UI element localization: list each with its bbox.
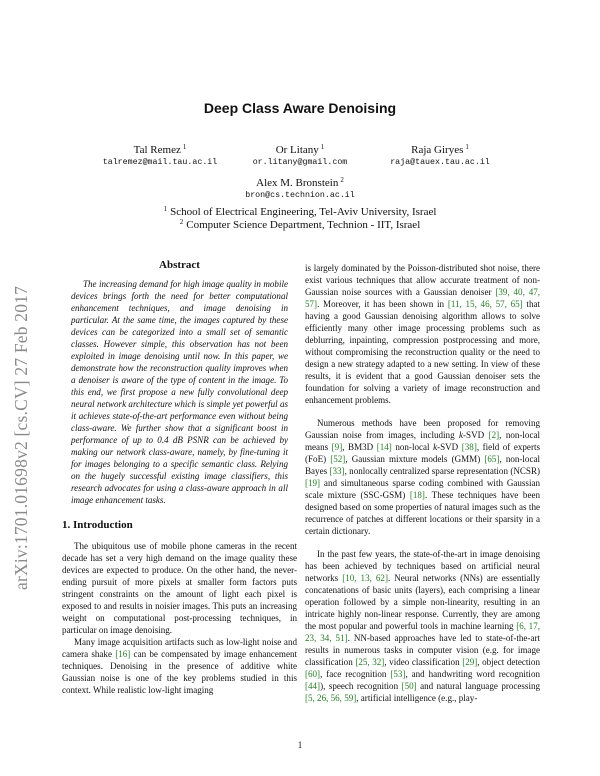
citation-link[interactable]: [53]	[390, 669, 406, 679]
citation-link[interactable]: [5, 26, 56, 59]	[305, 693, 357, 703]
affiliation: $^1$ School of Electrical Engineering, Tel-Aviv University, Israel	[163, 205, 437, 218]
citation-link[interactable]: [18]	[409, 490, 425, 500]
author-email: talremez@mail.tau.ac.il	[102, 158, 218, 167]
author-block	[370, 140, 510, 169]
citation-link[interactable]: [38]	[461, 442, 477, 452]
citation-link[interactable]: [9]	[331, 442, 343, 452]
citation-link[interactable]: [39, 40, 47, 57]	[305, 287, 541, 309]
intro-paragraph: The ubiquitous use of mobile phone cameras in the recent decade has set a very high demand on the image quality these devices are expected to produce. On the other hand, the never-ending pursuit of more pixels at smaller form factors puts stringent constraints on the amount of light each pixel is exposed to and results in noisier images. This puts an increasing weight on computational post-processing techniques, in particular on image denoising.	[62, 541, 297, 635]
citation-link[interactable]: [50]	[401, 681, 417, 691]
introduction-heading: 1. Introduction	[62, 519, 133, 531]
arxiv-stamp	[6, 200, 36, 590]
intro-paragraph: Many image acquisition artifacts such as low-light noise and camera shake [16] can be compensated by image enhancement techniques. Denoising in the presence of additive white Gaussian noise is one of the key problems studied in this context. While realistic low-light imaging	[62, 637, 298, 695]
author-name: Raja Giryes $^1$	[411, 143, 469, 156]
citation-link[interactable]: [6, 17, 23, 34, 51]	[305, 621, 540, 643]
left-column	[62, 258, 297, 696]
citation-link[interactable]: [44]	[305, 681, 321, 691]
arxiv-identifier: arXiv:1701.01698v2 [cs.CV] 27 Feb 2017	[11, 285, 31, 590]
citation-link[interactable]: [52]	[330, 454, 346, 464]
author-email: or.litany@gmail.com	[252, 158, 348, 167]
abstract-text: The increasing demand for high image quality in mobile devices brings forth the need for better computational enhancement techniques, and image denoising in particular. At the same time, the images captured by these devices can be categorized into a small set of semantic classes. However simple, this observation has not been exploited in image denoising until now. In this paper, we demonstrate how the reconstruction quality improves when a denoiser is aware of the type of content in the image. To this end, we first propose a new fully convolutional deep neural network architecture which is simple yet powerful as it achieves state-of-the-art performance even without being class-aware. We further show that a significant boost in performance of up to 0.4 dB PSNR can be achieved by making our network class-aware, namely, by fine-tuning it for images belonging to a specific semantic class. Relying on the hugely successful existing image classifiers, this research advocates for using a class-aware approach in all image enhancement tasks.	[71, 279, 288, 505]
citation-link[interactable]: [19]	[305, 478, 321, 488]
author-email: raja@tauex.tau.ac.il	[390, 158, 490, 167]
citation-link[interactable]: [16]	[115, 649, 131, 659]
right-column	[305, 262, 540, 704]
citation-link[interactable]: [10, 13, 62]	[342, 573, 388, 583]
citation-link[interactable]: [2]	[488, 430, 500, 440]
author-email: bron@cs.technion.ac.il	[245, 191, 355, 200]
paper-title: Deep Class Aware Denoising	[203, 100, 397, 116]
body-paragraph: is largely dominated by the Poisson-distributed shot noise, there exist various techniques that allow accurate treatment of non-Gaussian noise sources with a Gaussian denoiser [39, 40, 47, 57]. Moreover, it has been shown in [11, 15, 46, 57, 65] that having a good Gaussian denoising algorithm allows to solve efficiently many other image processing problems such as deblurring, inpainting, compression postprocessing and more, without compromising the reconstruction quality or the need to design a new strategy adapted to a new setting. In view of these results, it is evident that a good Gaussian denoiser sets the foundation for solving a variety of image reconstruction and enhancement problems.	[305, 263, 541, 405]
abstract-heading: Abstract	[159, 259, 200, 271]
author-block	[220, 173, 380, 202]
author-block	[235, 140, 365, 169]
citation-link[interactable]: [29]	[462, 657, 478, 667]
citation-link[interactable]: [25, 32]	[355, 657, 385, 667]
author-name: Alex M. Bronstein $^2$	[256, 176, 344, 189]
author-name: Tal Remez $^1$	[133, 143, 187, 156]
citation-link[interactable]: [14]	[376, 442, 392, 452]
page-number: 1	[297, 740, 303, 750]
author-name: Or Litany $^1$	[275, 143, 325, 156]
citation-link[interactable]: [11, 15, 46, 57, 65]	[447, 299, 523, 309]
body-paragraph: Numerous methods have been proposed for removing Gaussian noise from images, including k-SVD [2], non-local means [9], BM3D [14] non-local k-SVD [38], field of experts (FoE) [52], Gaussian mixture models (GMM) [65], non-local Bayes [33], nonlocally centralized sparse representation (NCSR) [19] and simultaneous sparse coding combined with Gaussian scale mixture (SSC-GSM) [18]. These techniques have been designed based on some properties of natural images such as the recurrence of patches at different locations or their sparsity in a certain dictionary.	[305, 418, 541, 536]
body-paragraph: In the past few years, the state-of-the-art in image denoising has been achieved by techniques based on artificial neural networks [10, 13, 62]. Neural networks (NNs) are essentially concatenations of basic units (layers), each comprising a linear operation followed by a simple non-linearity, resulting in an intricate highly non-linear response. Currently, they are among the most popular and powerful tools in machine learning [6, 17, 23, 34, 51]. NN-based approaches have led to state-of-the-art results in numerous tasks in computer vision (e.g. for image classification [25, 32], video classification [29], object detection [60], face recognition [53], and handwriting word recognition [44]), speech recognition [50] and natural language processing [5, 26, 56, 59], artificial intelligence (e.g., play-	[305, 549, 541, 703]
citation-link[interactable]: [60]	[305, 669, 321, 679]
citation-link[interactable]: [65]	[484, 454, 500, 464]
citation-link[interactable]: [33]	[329, 466, 345, 476]
author-block	[90, 140, 230, 169]
affiliation: $^2$ Computer Science Department, Technion - IIT, Israel	[179, 218, 421, 231]
